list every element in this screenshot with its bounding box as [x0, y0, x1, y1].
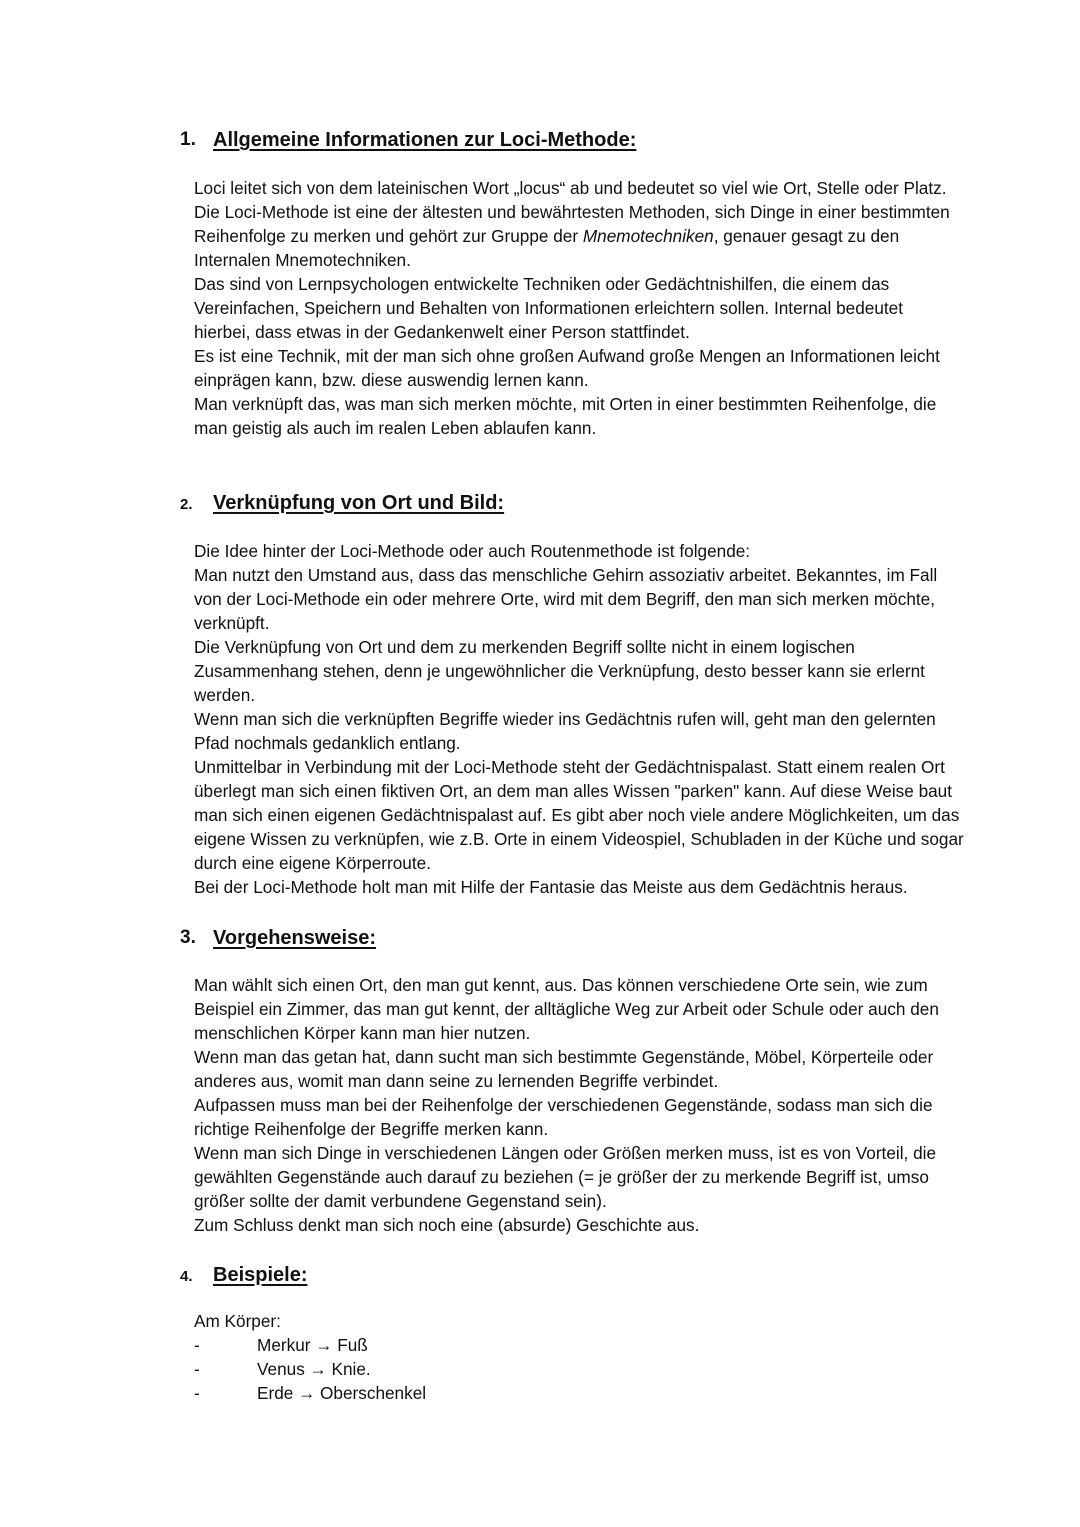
section-3 [0, 925, 1080, 1235]
list-intro: Am Körper: [194, 1311, 281, 1331]
paragraph: Wenn man sich die verknüpften Begriffe wieder ins Gedächtnis rufen will, geht man den gelernten Pfad nochmals gedanklich entlang. [194, 709, 936, 753]
section-3-heading [0, 925, 1080, 955]
paragraph: Man wählt sich einen Ort, den man gut kennt, aus. Das können verschiedene Orte sein, wie zum Beispiel ein Zimmer, das man gut kennt, der alltägliche Weg zur Arbeit oder Schule oder auch den menschlichen Körper kann man hier nutzen. [194, 975, 939, 1043]
list-item-text: Erde → Oberschenkel [257, 1383, 427, 1403]
paragraph: Die Idee hinter der Loci-Methode oder auch Routenmethode ist folgende: [194, 541, 751, 561]
list-item-text: Merkur → Fuß [257, 1335, 368, 1355]
paragraph: Es ist eine Technik, mit der man sich ohne großen Aufwand große Mengen an Informationen leicht einprägen kann, bzw. diese auswendig lernen kann. [194, 346, 940, 390]
list-dash: - [194, 1359, 200, 1379]
section-1-body [194, 176, 964, 440]
list-item [194, 1333, 894, 1357]
list-dash: - [194, 1383, 200, 1403]
list-item [194, 1357, 894, 1381]
paragraph: Man verknüpft das, was man sich merken möchte, mit Orten in einer bestimmten Reihenfolge, die man geistig als auch im realen Leben ablaufen kann. [194, 394, 937, 438]
section-title: Allgemeine Informationen zur Loci-Methode: [213, 129, 637, 151]
paragraph: Zum Schluss denkt man sich noch eine (absurde) Geschichte aus. [194, 1215, 700, 1235]
section-title: Beispiele: [213, 1264, 308, 1286]
section-2-heading [0, 490, 1080, 520]
paragraph: Aufpassen muss man bei der Reihenfolge der verschiedenen Gegenstände, sodass man sich die richtige Reihenfolge der Begriffe merken kann. [194, 1095, 933, 1139]
examples-list [194, 1309, 894, 1405]
section-number: 2. [180, 496, 193, 513]
section-number: 1. [180, 129, 196, 150]
paragraph: Wenn man das getan hat, dann sucht man sich bestimmte Gegenstände, Möbel, Körperteile oder anderes aus, womit man dann seine zu lernenden Begriffe verbindet. [194, 1047, 934, 1091]
paragraph: Loci leitet sich von dem lateinischen Wort „locus“ ab und bedeutet so viel wie Ort, Stelle oder Platz. [194, 178, 947, 198]
section-4-heading [0, 1262, 1080, 1292]
section-1 [0, 127, 1080, 438]
section-2 [0, 490, 1080, 897]
section-2-body [194, 539, 964, 899]
paragraph: Unmittelbar in Verbindung mit der Loci-Methode steht der Gedächtnispalast. Statt einem realen Ort überlegt man sich einen fiktiven Ort, an dem man alles Wissen "parken" kann. Auf diese Weise baut man sich einen eigenen Gedächtnispalast auf. Es gibt aber noch viele andere Möglichkeiten, um das eigene Wissen zu verknüpfen, wie z.B. Orte in einem Videospiel, Schubladen in der Küche und sogar durch eine eigene Körperroute. [194, 757, 964, 873]
section-number: 3. [180, 927, 196, 948]
list-item-text: Venus → Knie. [257, 1359, 371, 1379]
section-1-heading [0, 127, 1080, 157]
paragraph: Das sind von Lernpsychologen entwickelte Techniken oder Gedächtnishilfen, die einem das Vereinfachen, Speichern und Behalten von Informationen erleichtern sollen. Internal bedeutet hierbei, dass etwas in der Gedankenwelt einer Person stattfindet. [194, 274, 903, 342]
list-item [194, 1381, 894, 1405]
section-4 [0, 1262, 1080, 1403]
italic-term: Mnemotechniken [582, 226, 714, 246]
paragraph: Die Verknüpfung von Ort und dem zu merkenden Begriff sollte nicht in einem logischen Zusammenhang stehen, denn je ungewöhnlicher die Verknüpfung, desto besser kann sie erlernt werden. [194, 637, 925, 705]
paragraph: Wenn man sich Dinge in verschiedenen Längen oder Größen merken muss, ist es von Vorteil, die gewählten Gegenstände auch darauf zu beziehen (= je größer der zu merkende Begriff ist, umso größer sollte der damit verbundene Gegenstand sein). [194, 1143, 936, 1211]
list-dash: - [194, 1335, 200, 1355]
paragraph: Bei der Loci-Methode holt man mit Hilfe der Fantasie das Meiste aus dem Gedächtnis heraus. [194, 877, 908, 897]
section-number: 4. [180, 1268, 193, 1285]
paragraph: Man nutzt den Umstand aus, dass das menschliche Gehirn assoziativ arbeitet. Bekanntes, im Fall von der Loci-Methode ein oder mehrere Orte, wird mit dem Begriff, den man sich merken möchte, verknüpft. [194, 565, 938, 633]
section-title: Vorgehensweise: [213, 927, 377, 949]
section-3-body [194, 973, 964, 1237]
section-title: Verknüpfung von Ort und Bild: [213, 492, 505, 514]
paragraph: Die Loci-Methode ist eine der ältesten und bewährtesten Methoden, sich Dinge in einer bestimmten Reihenfolge zu merken und gehört zur Gruppe der Mnemotechniken, genauer gesagt zu den Internalen Mnemotechniken. [194, 202, 950, 270]
